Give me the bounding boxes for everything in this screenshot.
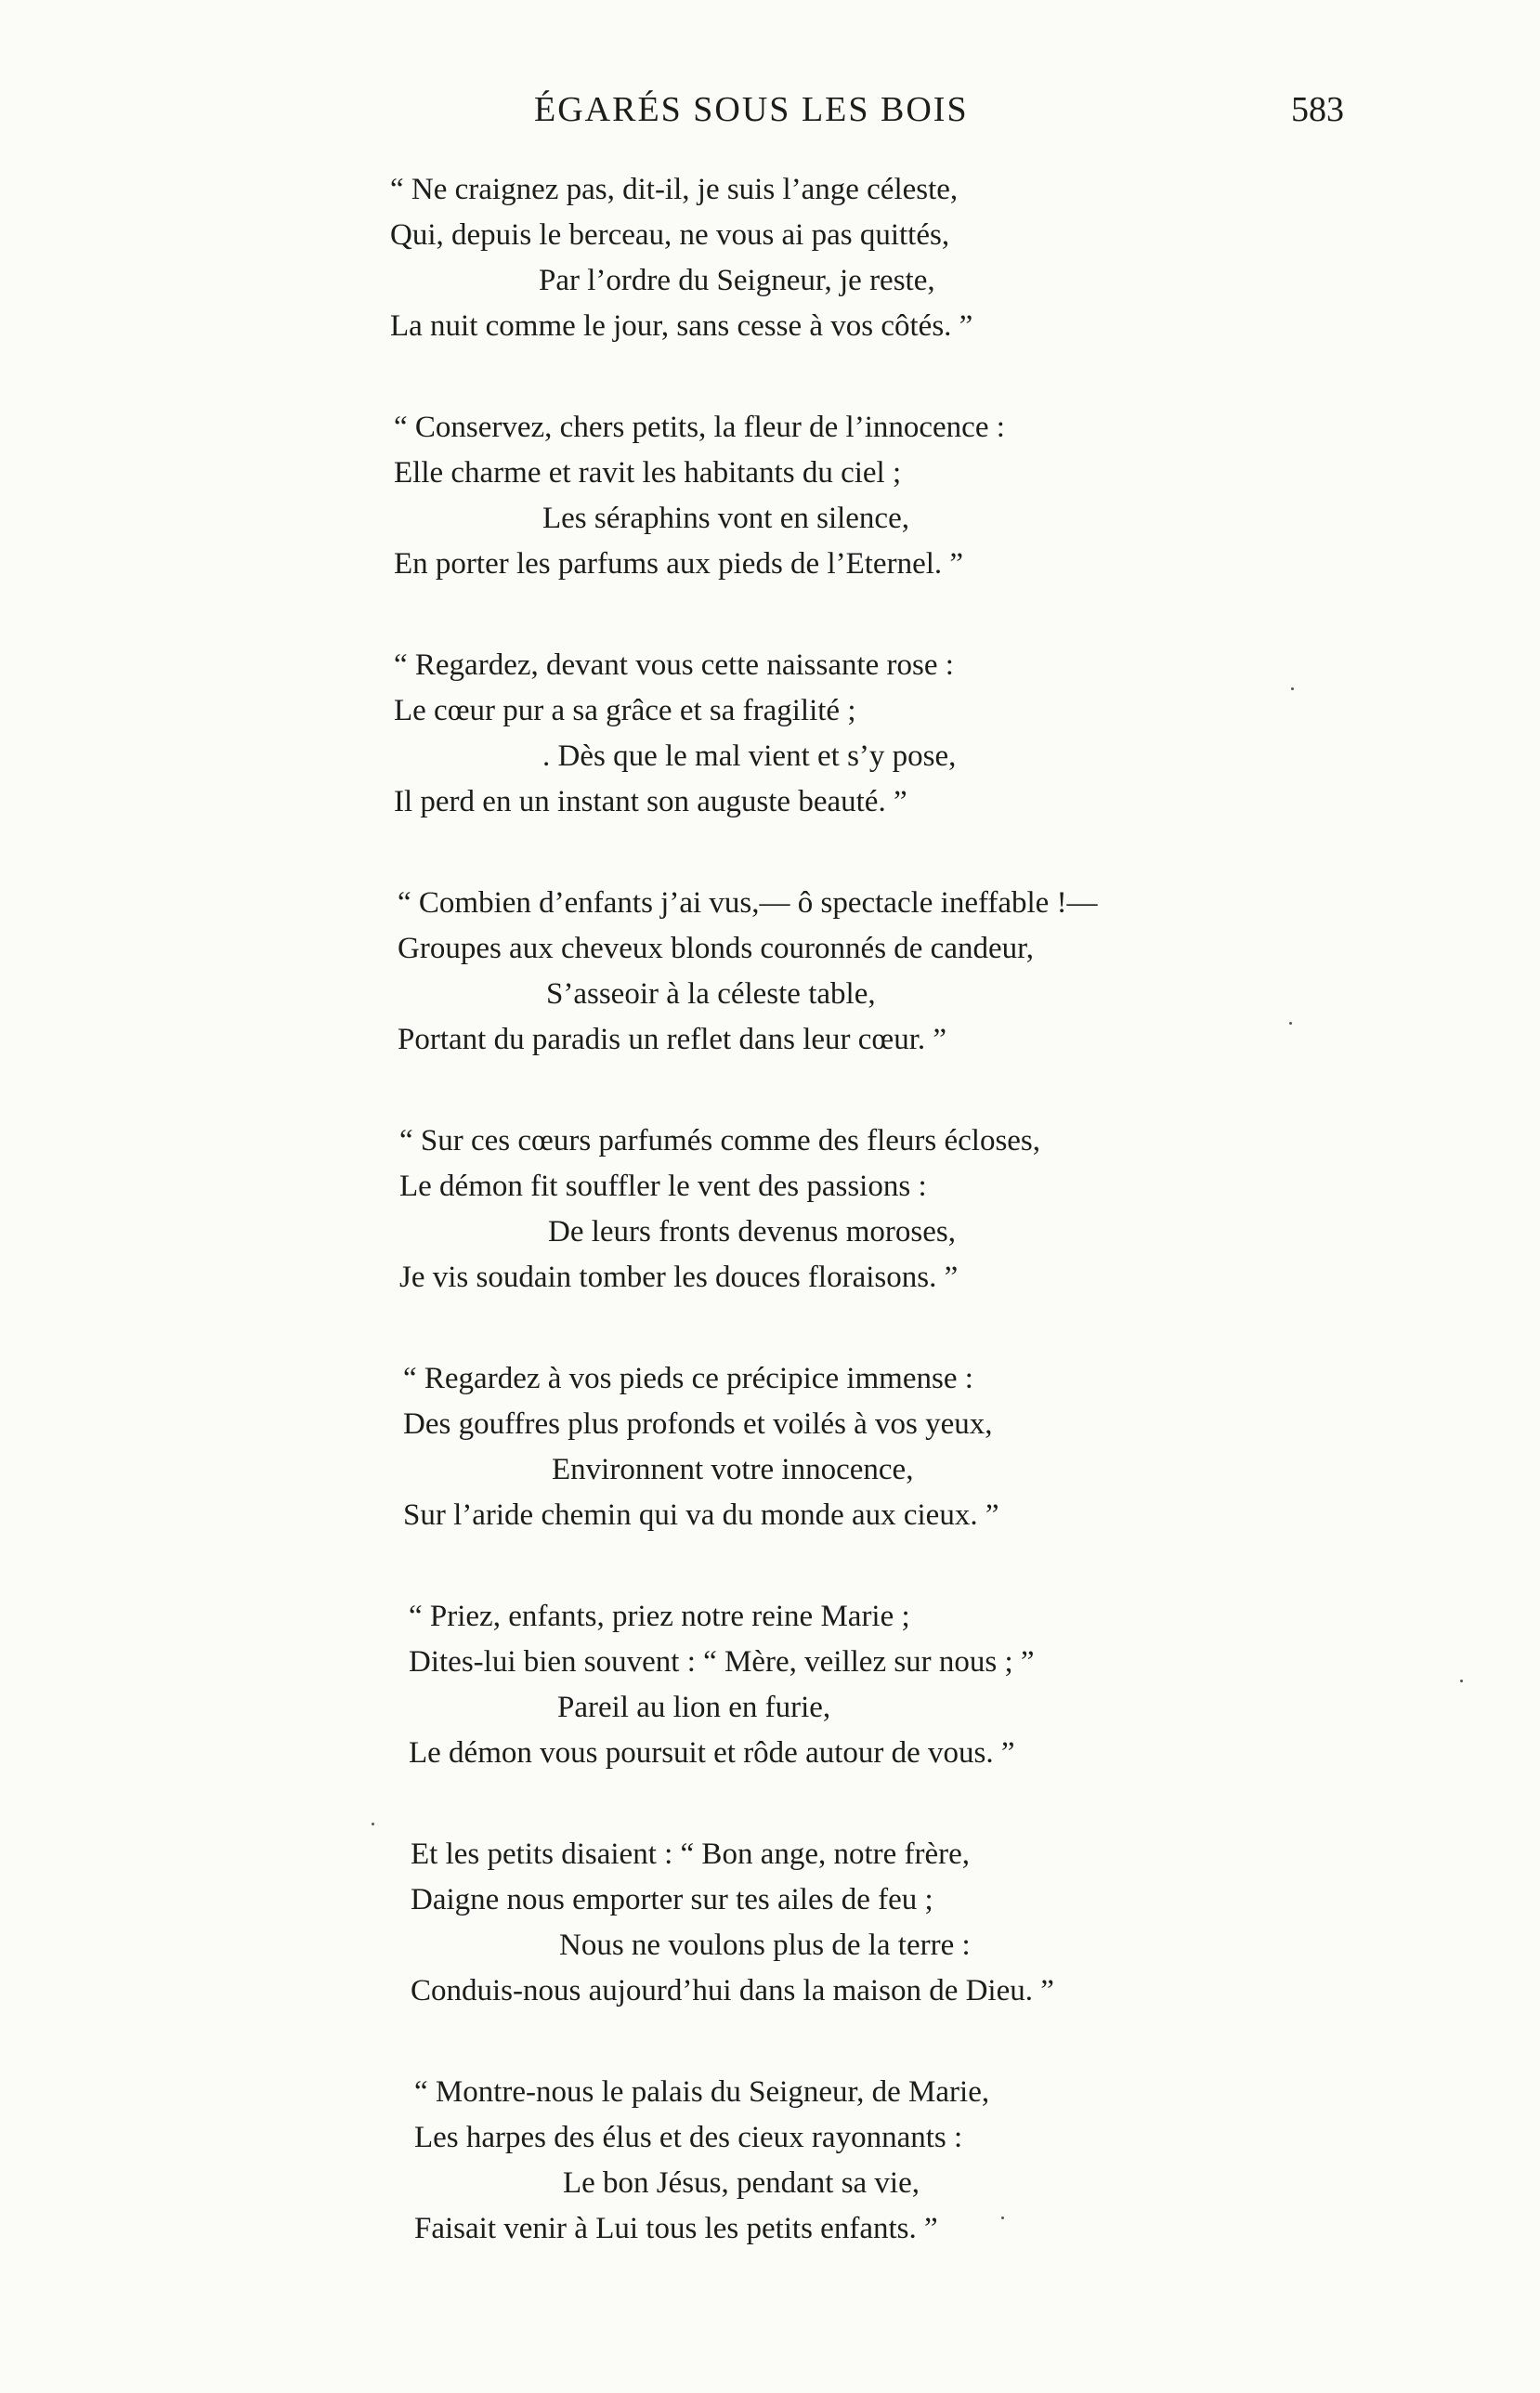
verse-line: Le démon vous poursuit et rôde autour de vous. ” [409,1736,1015,1770]
print-speck [372,1823,374,1825]
print-speck [1460,1680,1463,1682]
verse-line: Et les petits disaient : “ Bon ange, notre frère, [411,1837,971,1871]
verse-line: La nuit comme le jour, sans cesse à vos côtés. ” [390,309,973,343]
stanza-3 [394,643,1319,825]
verse-line: “ Combien d’enfants j’ai vus,— ô spectacle ineffable !— [398,886,1098,920]
verse-line: Daigne nous emporter sur tes ailes de feu ; [411,1883,933,1916]
verse-line-indented: De leurs fronts devenus moroses, [548,1215,956,1249]
verse-line: Les harpes des élus et des cieux rayonnants : [414,2121,963,2154]
running-head [0,89,1540,145]
verse-line: “ Priez, enfants, priez notre reine Marie ; [409,1600,910,1633]
verse-line: Il perd en un instant son auguste beauté. ” [394,785,907,818]
verse-line-indented: Pareil au lion en furie, [557,1691,831,1724]
verse-line: Le cœur pur a sa grâce et sa fragilité ; [394,694,856,727]
running-title: ÉGARÉS SOUS LES BOIS [534,90,969,129]
stanza-7 [409,1594,1319,1776]
verse-line-indented: Les séraphins vont en silence, [542,502,909,535]
verse-line-indented: S’asseoir à la céleste table, [546,977,876,1011]
verse-line-indented: Nous ne voulons plus de la terre : [559,1929,971,1962]
page-number: 583 [1291,90,1344,129]
stanza-9 [414,2070,1319,2252]
verse-line: Je vis soudain tomber les douces floraisons. ” [399,1261,959,1294]
verse-line: En porter les parfums aux pieds de l’Eternel. ” [394,547,964,581]
verse-line: Conduis-nous aujourd’hui dans la maison de Dieu. ” [411,1974,1054,2007]
verse-line: “ Regardez, devant vous cette naissante rose : [394,648,954,682]
verse-line-indented: Environnent votre innocence, [552,1453,914,1486]
verse-line-indented: Par l’ordre du Seigneur, je reste, [539,264,935,297]
print-speck [1291,687,1294,690]
verse-line: “ Conservez, chers petits, la fleur de l’innocence : [394,411,1005,444]
verse-line: “ Sur ces cœurs parfumés comme des fleurs écloses, [399,1124,1041,1157]
verse-line: Groupes aux cheveux blonds couronnés de candeur, [398,932,1035,965]
verse-line: “ Montre-nous le palais du Seigneur, de Marie, [414,2075,990,2109]
verse-line: Elle charme et ravit les habitants du ciel ; [394,456,902,490]
stanza-6 [403,1356,1319,1538]
stanza-1 [390,167,1319,349]
verse-line-indented: . Dès que le mal vient et s’y pose, [542,739,957,773]
verse-line: Des gouffres plus profonds et voilés à vos yeux, [403,1407,993,1441]
verse-line: Sur l’aride chemin qui va du monde aux cieux. ” [403,1498,999,1532]
verse-line: Portant du paradis un reflet dans leur cœur. ” [398,1023,947,1056]
verse-line: Faisait venir à Lui tous les petits enfants. ” [414,2212,938,2245]
verse-line: Qui, depuis le berceau, ne vous ai pas quittés, [390,218,950,252]
verse-line: “ Regardez à vos pieds ce précipice immense : [403,1362,973,1395]
stanza-4 [398,881,1319,1063]
stanza-2 [394,405,1319,587]
print-speck [1289,1022,1292,1025]
verse-line: Le démon fit souffler le vent des passions : [399,1170,927,1203]
verse-line: Dites-lui bien souvent : “ Mère, veillez sur nous ; ” [409,1645,1035,1679]
print-speck [1001,2216,1004,2219]
stanza-8 [411,1832,1319,2014]
poem [390,167,1319,2308]
stanza-5 [399,1118,1319,1301]
verse-line-indented: Le bon Jésus, pendant sa vie, [563,2166,920,2200]
verse-line: “ Ne craignez pas, dit-il, je suis l’ange céleste, [390,173,959,206]
